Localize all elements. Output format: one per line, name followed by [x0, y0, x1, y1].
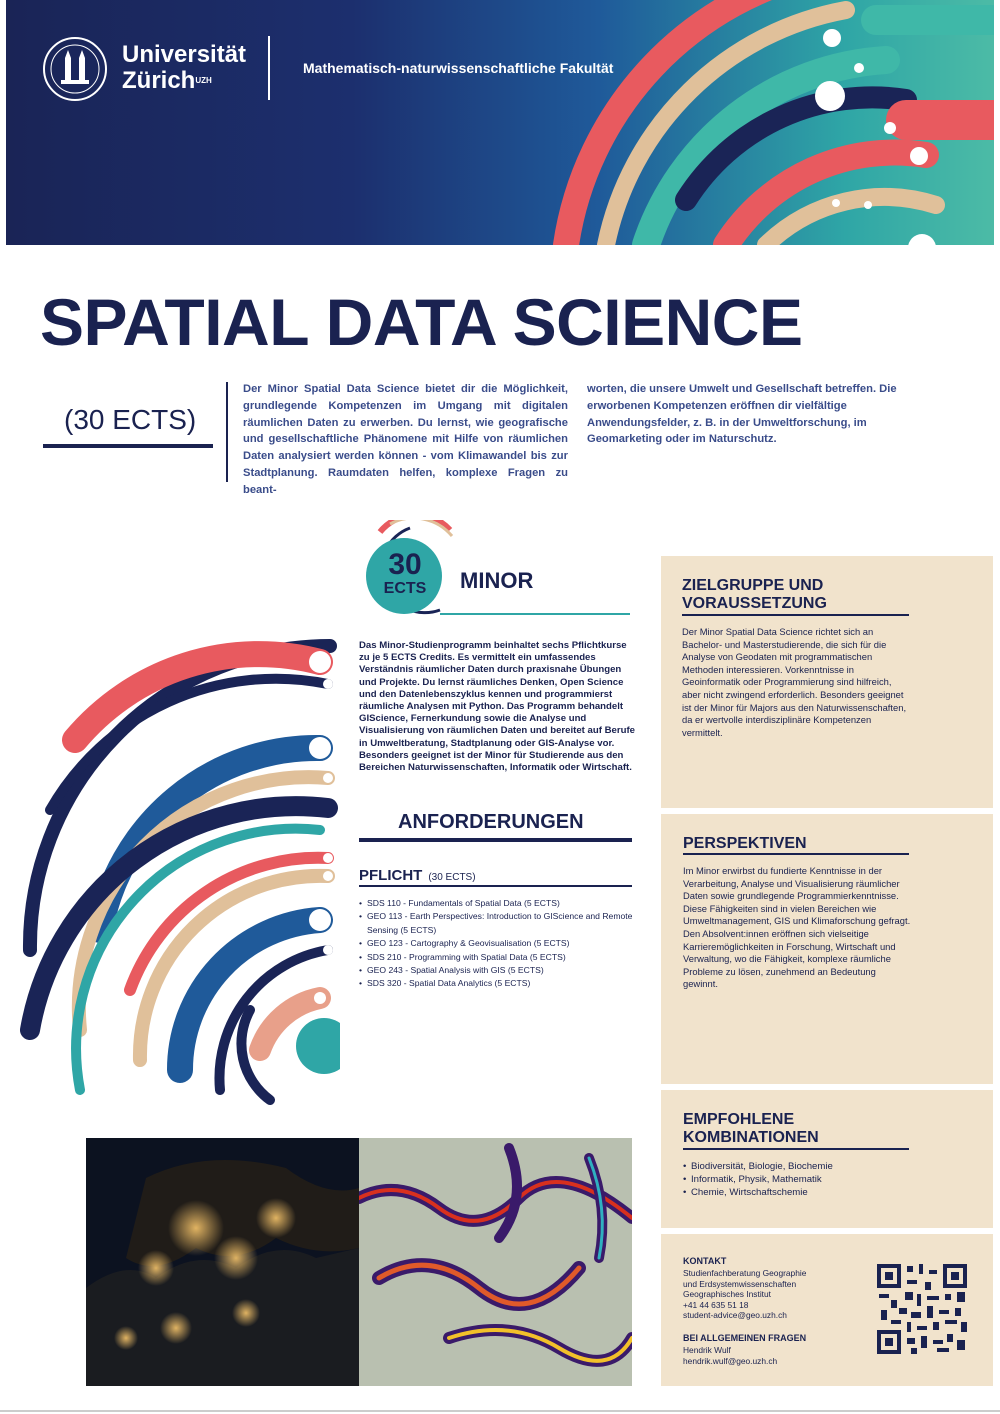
kontakt-heading: KONTAKT [683, 1256, 727, 1266]
requirements-underline [359, 838, 632, 842]
kombinationen-title-line1: EMPFOHLENE [683, 1111, 795, 1128]
faculty-name: Mathematisch-naturwissenschaftliche Fakultät [303, 60, 614, 76]
general-questions-heading: BEI ALLGEMEINEN FRAGEN [683, 1333, 807, 1343]
zielgruppe-underline [682, 614, 909, 616]
combination-list [683, 1160, 911, 1200]
list-item: • GEO 243 - Spatial Analysis with GIS (5 ECTS) [359, 964, 634, 977]
kombinationen-underline [683, 1148, 909, 1150]
perspektiven-underline [683, 853, 909, 855]
kontakt-line: Geographisches Institut [683, 1289, 771, 1300]
list-item: • Informatik, Physik, Mathematik [683, 1173, 911, 1186]
badge-number: 30 [388, 548, 422, 581]
intro-text-col2: worten, die unsere Umwelt und Gesellschaft betreffen. Die erworbenen Kompetenzen eröffnen dir vielfältige Anwendungsfelder, z. B. in der Umweltforschung, im Geomarketing oder im Naturschutz. [587, 383, 897, 446]
pflicht-ects: (30 ECTS) [428, 872, 476, 883]
ects-underline [43, 444, 213, 448]
uzh-seal-icon [42, 36, 108, 102]
pflicht-heading [359, 867, 476, 884]
list-item: • Biodiversität, Biologie, Biochemie [683, 1160, 911, 1173]
list-item: • SDS 110 - Fundamentals of Spatial Data (5 ECTS) [359, 897, 634, 910]
kontakt-phone: +41 44 635 51 18 [683, 1299, 749, 1310]
kontakt-line: und Erdsystemwissenschaften [683, 1278, 797, 1289]
list-item: • GEO 123 - Cartography & Geovisualisation (5 ECTS) [359, 937, 634, 950]
general-contact-name: Hendrik Wulf [683, 1345, 731, 1355]
perspektiven-text: Im Minor erwirbst du fundierte Kenntnisse in der Verarbeitung, Analyse und Visualisierung räumlicher Daten sowie grundlegende Programmierkenntnisse. Diese Fähigkeiten sind in vielen Bereichen wie Umweltmanagement, GIS und Klimaforschung gefragt. Den Absolvent:innen eröffnen sich vielseitige Karrieremöglichkeiten in Forschung, Wirtschaft und Verwaltung, wo die Fähigkeit, komplexe räumliche Probleme zu lösen, zunehmend an Bedeutung gewinnt. [683, 865, 911, 990]
course-list [359, 897, 634, 991]
badge-unit: ECTS [383, 580, 427, 597]
pflicht-label: PFLICHT [359, 867, 423, 884]
terrain-analysis-map-image [359, 1138, 632, 1386]
university-name [122, 42, 246, 94]
list-item: • GEO 113 - Earth Perspectives: Introduction to GIScience and Remote Sensing (5 ECTS) [359, 910, 634, 937]
general-contact-email[interactable]: hendrik.wulf@geo.uzh.ch [683, 1355, 778, 1366]
list-item: • SDS 320 - Spatial Data Analytics (5 ECTS) [359, 977, 634, 990]
minor-label: MINOR [460, 568, 534, 593]
university-sup: UZH [195, 76, 212, 85]
pflicht-underline [359, 885, 632, 887]
minor-badge-text [380, 550, 430, 598]
kombinationen-title [683, 1111, 819, 1147]
header-banner [6, 0, 994, 245]
zielgruppe-title-line1: ZIELGRUPPE UND [682, 577, 824, 594]
kontakt-details [683, 1268, 863, 1321]
university-line1: Universität [122, 41, 247, 68]
intro-divider [226, 382, 228, 482]
page-bottom-edge [0, 1410, 1000, 1412]
decorative-arcs-graphic [20, 630, 340, 1120]
ects-subtitle: (30 ECTS) [64, 404, 197, 435]
requirements-title: ANFORDERUNGEN [398, 811, 584, 833]
list-item: • Chemie, Wirtschaftschemie [683, 1186, 911, 1199]
kontakt-email[interactable]: student-advice@geo.uzh.ch [683, 1310, 787, 1321]
page-title: SPATIAL DATA SCIENCE [40, 285, 803, 359]
qr-code-icon[interactable] [877, 1264, 967, 1354]
europe-night-lights-image [86, 1138, 359, 1386]
kontakt-line: Studienfachberatung Geographie [683, 1268, 807, 1278]
zielgruppe-text: Der Minor Spatial Data Science richtet sich an Bachelor- und Masterstudierende, die sich für die Analyse von Geodaten mit programmatischen Methoden interessieren. Vorkenntnisse in Geoinformatik oder Programmierung sind hilfreich, aber nicht zwingend erforderlich. Besonders geeignet ist der Minor für Majors aus den Naturwissenschaften, da er wertvolle interdisziplinäre Kompetenzen vermittelt. [682, 626, 907, 738]
header-divider [268, 36, 270, 100]
university-line2: Zürich [122, 67, 196, 94]
minor-description: Das Minor-Studienprogramm beinhaltet sechs Pflichtkurse zu je 5 ECTS Credits. Es vermittelt ein umfassendes Verständnis räumlicher Daten durch praxisnahe Übungen und Projekte. Du lernst räumliches Denken, Open Science und den Datenlebenszyklus kennen und programmierst räumliche Analysen mit Python. Das Programm behandelt GIScience, Fernerkundung sowie die Analyse und Visualisierung von räumlichen Daten und bereitet auf Berufe in Umweltberatung, Stadtplanung oder GIS-Analyse vor. Besonders geeignet ist der Minor für Studierende aus den Bereichen Naturwissenschaften, Informatik oder Wirtschaft. [359, 640, 635, 774]
list-item: • SDS 210 - Programming with Spatial Data (5 ECTS) [359, 951, 634, 964]
intro-text-col1: Der Minor Spatial Data Science bietet dir die Möglichkeit, grundlegende Kompetenzen im Umgang mit digitalen räumlichen Daten zu erwerben. Du lernst, wie geografische und gesellschaftliche Phänomene mit Hilfe von räumlichen Daten analysiert werden können - vom Klimawandel bis zur Stadtplanung. Raumdaten helfen, komplexe Fragen zu beant- [243, 383, 568, 496]
zielgruppe-title-line2: VORAUSSETZUNG [682, 595, 827, 612]
perspektiven-title: PERSPEKTIVEN [683, 835, 807, 852]
zielgruppe-title [682, 577, 827, 613]
general-contact-details [683, 1345, 863, 1366]
header-swoosh-graphic [6, 0, 994, 245]
kombinationen-title-line2: KOMBINATIONEN [683, 1129, 819, 1146]
